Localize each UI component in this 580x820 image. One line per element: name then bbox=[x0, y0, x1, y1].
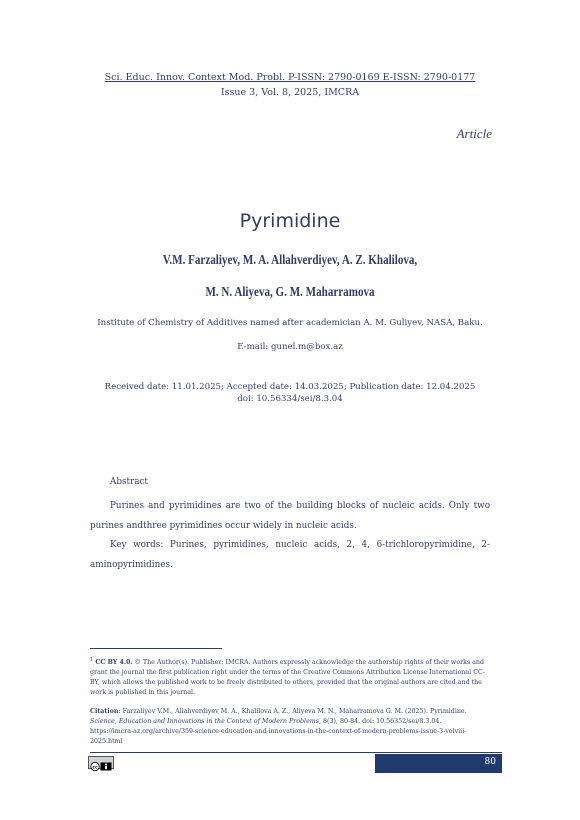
article-type-label: Article bbox=[456, 126, 492, 141]
dates-line: Received date: 11.01.2025; Accepted date: 14.03.2025; Publication date: 12.04.2025 bbox=[104, 382, 476, 392]
authors-line-1: V.M. Farzaliyev, M. A. Allahverdiyev, A. Z. Khalilova, bbox=[162, 252, 418, 267]
page-number-bar bbox=[375, 754, 502, 773]
license-label: CC BY 4.0. bbox=[95, 659, 133, 667]
authors-line-2: M. N. Aliyeva, G. M. Maharramova bbox=[205, 284, 375, 299]
keywords-paragraph: Key words: Purines, pyrimidines, nucleic acids, 2, 4, 6-trichloropyrimidine, 2-aminopyrimidines. bbox=[90, 540, 490, 570]
page-number: 80 bbox=[484, 757, 496, 767]
footnote-marker: 1 bbox=[90, 657, 94, 663]
svg-text:cc: cc bbox=[92, 765, 98, 771]
abstract-paragraph: Purines and pyrimidines are two of the building blocks of nucleic acids. Only two purines andthree pyrimidines occur widely in nucleic acids. bbox=[90, 501, 490, 531]
abstract-heading: Abstract bbox=[110, 477, 148, 487]
citation-journal: Science, Education and Innovations in the Context of Modern Problems bbox=[90, 718, 320, 725]
citation-label: Citation bbox=[90, 708, 119, 715]
citation-authors: : Farzaliyev V.M., Allahverdiyev M. A., Khalilova A. Z., Aliyeva M. N., Maharramova G. M. (2025). Pyrimidine. bbox=[118, 708, 467, 715]
article-title: Pyrimidine bbox=[239, 210, 341, 232]
footnote-divider bbox=[90, 648, 222, 649]
doi-line: doi: 10.56334/sei/8.3.04 bbox=[237, 394, 343, 404]
citation-url[interactable]: https://imcra-az.org/archive/359-science-education-and-innovations-in-the-context-of-modern-problems-issue-3-volviii-2025.html bbox=[90, 728, 467, 745]
issue-line: Issue 3, Vol. 8, 2025, IMCRA bbox=[220, 87, 360, 98]
cc-by-icon-graphic bbox=[89, 761, 113, 772]
footnote-text: © The Author(s). Publisher: IMCRA. Authors expressly acknowledge the authorship rights of their works and grant the journal the first publication right under the terms of the Creative Commons Attribution License International CC-BY, which allows the published work to be freely distributed to others, provided that the original authors are cited and the work is published in this journal. bbox=[90, 659, 485, 697]
affiliation: Institute of Chemistry of Additives named after academician A. M. Guliyev, NASA, Baku. bbox=[97, 318, 483, 328]
footnote bbox=[90, 655, 490, 698]
journal-header-link[interactable]: Sci. Educ. Innov. Context Mod. Probl. P-ISSN: 2790-0169 E-ISSN: 2790-0177 bbox=[104, 72, 476, 83]
bottom-divider bbox=[90, 752, 502, 753]
email[interactable]: E-mail: gunel.m@box.az bbox=[237, 342, 343, 352]
cc-by-icon bbox=[88, 756, 114, 769]
citation-details: , 8(3), 80-84. doi: 10.56352/sei/8.3.04. bbox=[319, 718, 442, 725]
publication-dates bbox=[0, 381, 580, 405]
citation-block bbox=[90, 707, 490, 747]
